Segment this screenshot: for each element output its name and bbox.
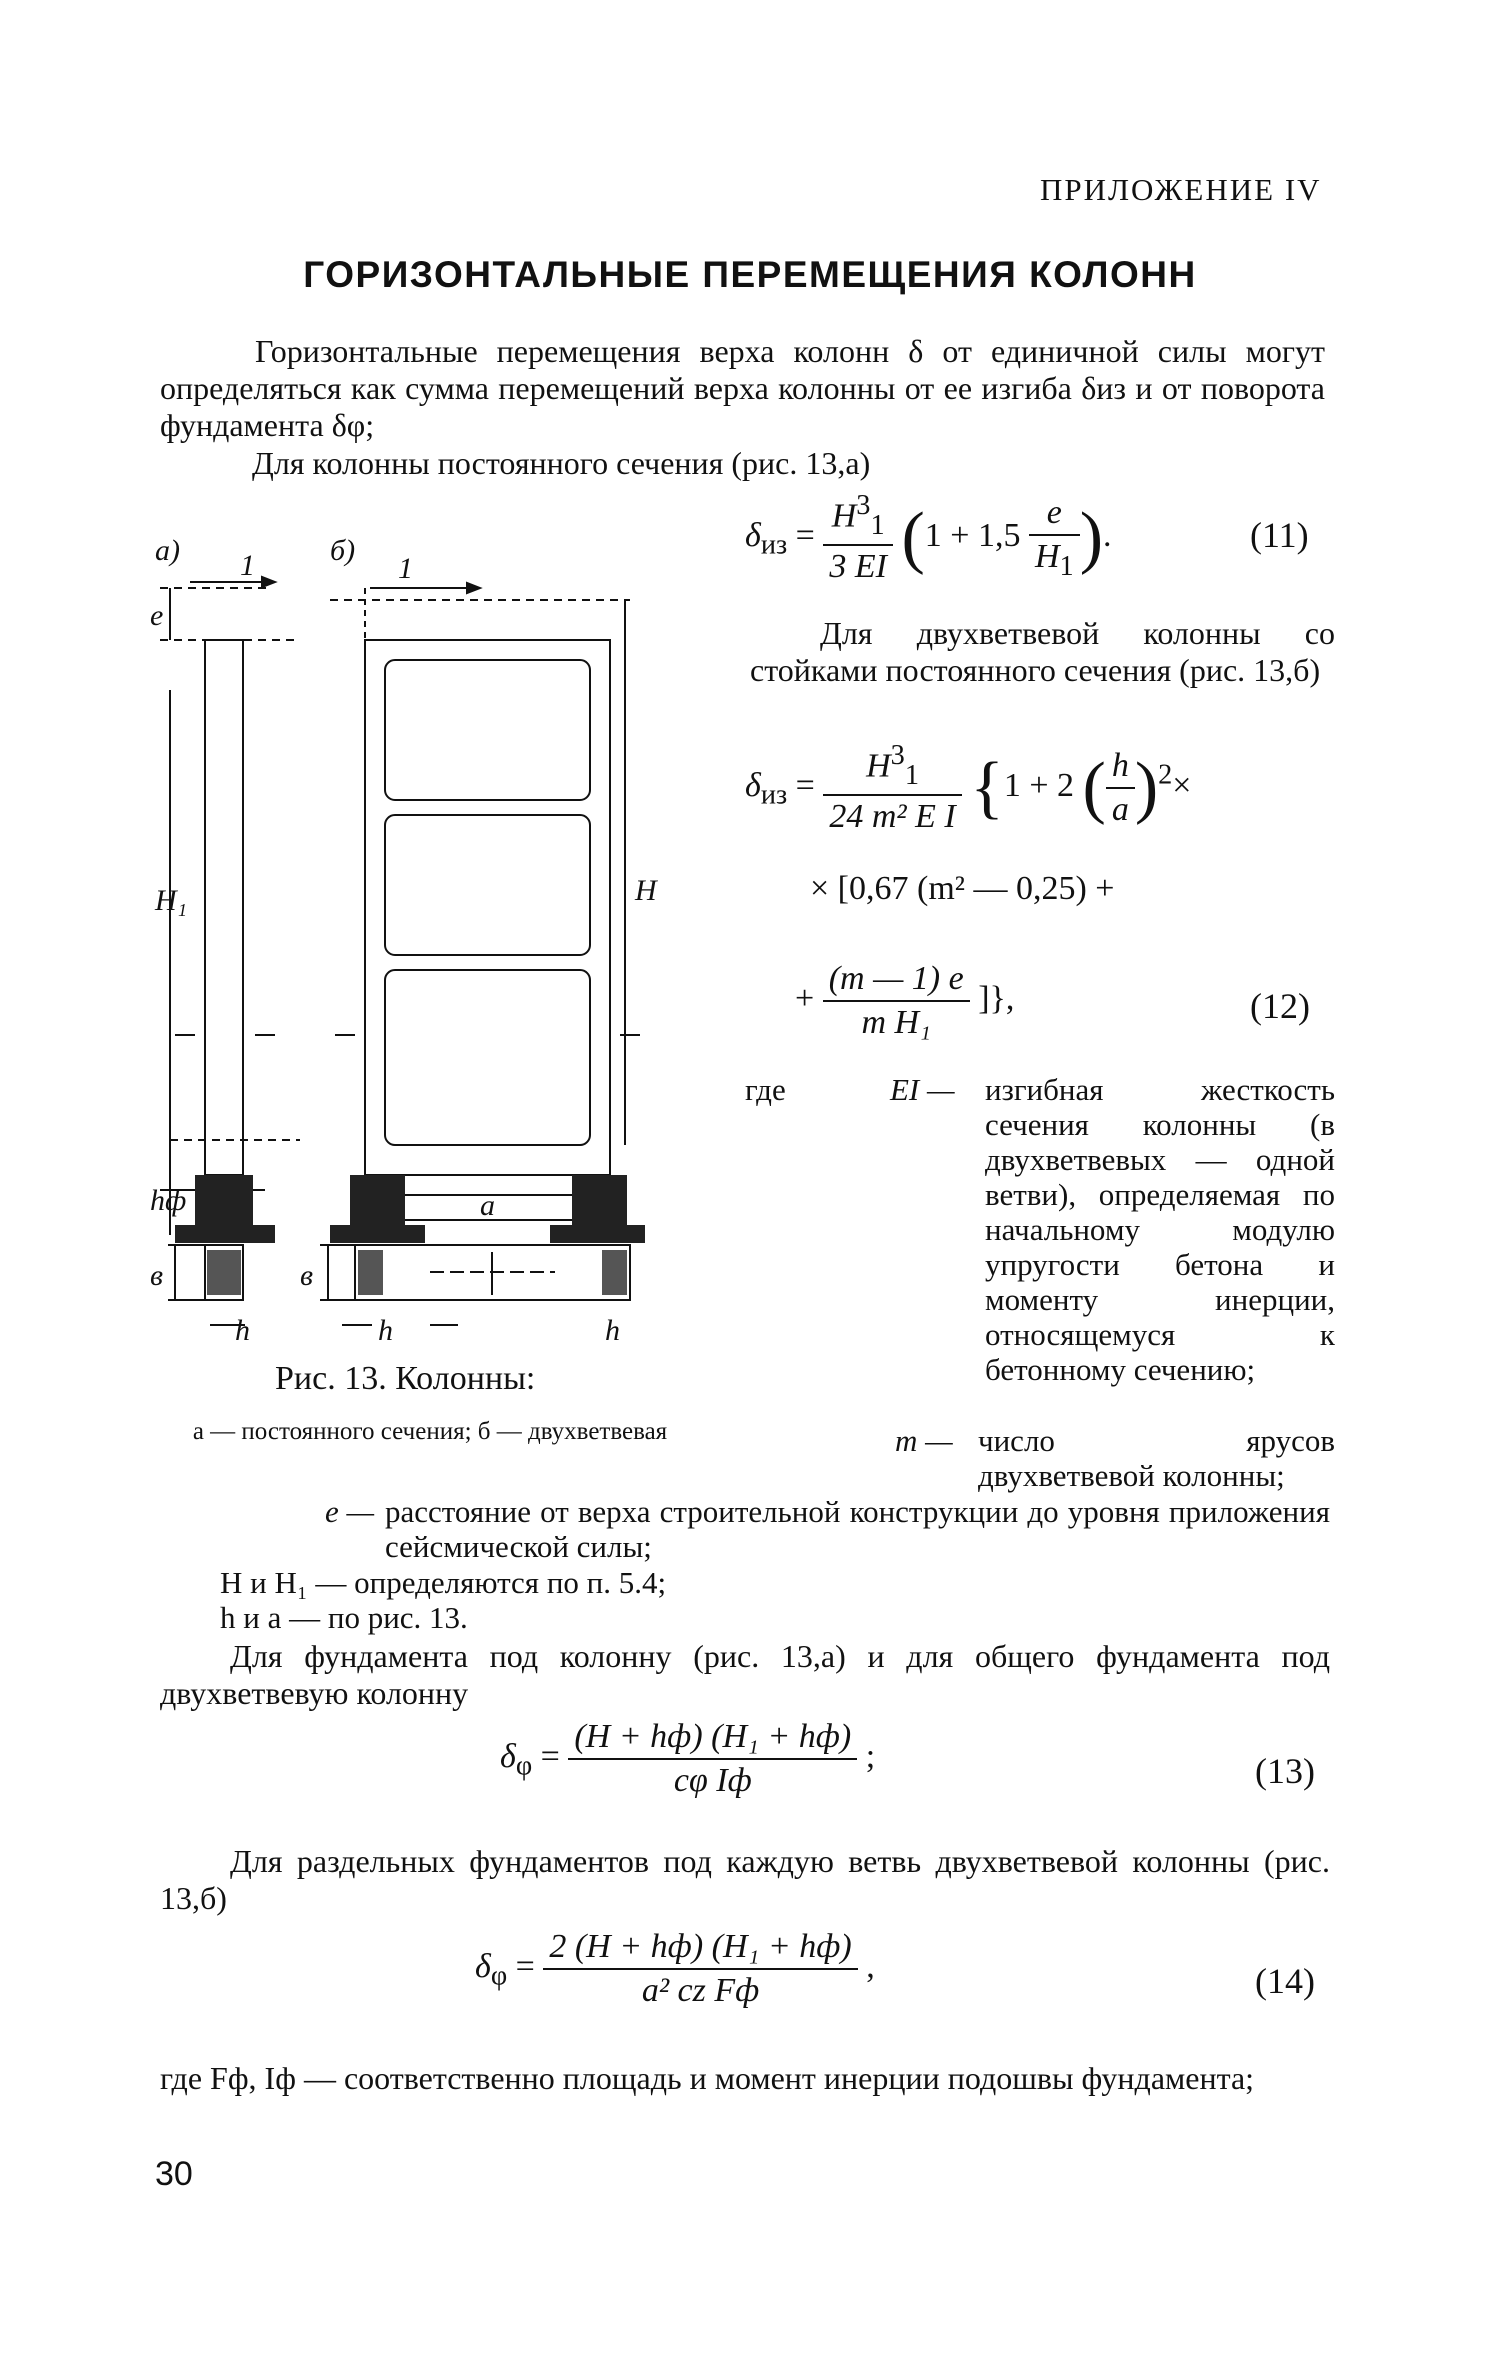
formula-13: $\delta_\varphi$ = $\frac{\text{(H + hф) (H₁ + hф)}}{\text{cφ Iф}}$ ;	[500, 1718, 876, 1799]
fig-h-b-right: h	[605, 1314, 620, 1347]
ha-definition: h и a — по рис. 13.	[220, 1600, 468, 1635]
m-definition: число ярусов двухветвевой колонны;	[978, 1423, 1335, 1493]
figure-legend: а — постоянного сечения; б — двухветвевая	[192, 1418, 668, 1445]
footing-a	[195, 1175, 253, 1225]
column-a-shaft	[205, 640, 243, 1175]
page-number: 30	[155, 2155, 193, 2193]
ei-definition: изгибная жесткость сечения колонны (в двухветвевых — одной ветви), определяемая по начальному модулю упругости бетона и моменту инерции, относящемуся к бетонному сечению;	[985, 1072, 1335, 1387]
foundation-common-text: Для фундамента под колонну (рис. 13,а) и для общего фундамента под двухветвевую колонну	[160, 1638, 1330, 1711]
e-definition: расстояние от верха строительной конструкции до уровня приложения сейсмической силы;	[385, 1494, 1330, 1564]
ei-symbol: EI —	[890, 1072, 955, 1107]
fig-e: e	[150, 599, 164, 632]
page-title: ГОРИЗОНТАЛЬНЫЕ ПЕРЕМЕЩЕНИЯ КОЛОНН	[303, 254, 1197, 295]
where-word: где	[745, 1072, 786, 1107]
footing-b-left	[350, 1175, 405, 1225]
fig-H: H	[635, 874, 657, 907]
fig-a: a	[480, 1189, 495, 1222]
fig-b-b: в	[300, 1259, 314, 1292]
column-b-frame	[365, 640, 610, 1175]
h-definition: H и H₁ — определяются по п. 5.4;	[220, 1565, 667, 1600]
fig-force-b: 1	[398, 552, 413, 585]
figure-caption: Рис. 13. Колонны:	[275, 1360, 536, 1397]
formula-13-number: (13)	[1255, 1751, 1315, 1791]
m-symbol: m —	[895, 1423, 953, 1458]
e-symbol: e —	[325, 1494, 375, 1529]
formula-12-line3: + $\frac{(m — 1) e}{\text{m H₁}}$ ]},	[795, 960, 1015, 1041]
fig-label-a: а)	[155, 534, 180, 567]
formula-12-number: (12)	[1250, 986, 1310, 1026]
formula-11-number: (11)	[1250, 515, 1309, 555]
foundation-separate-text: Для раздельных фундаментов под каждую ветвь двухветвевой колонны (рис. 13,б)	[160, 1843, 1330, 1916]
intro-paragraph: Горизонтальные перемещения верха колонн δ от единичной силы могут определяться как сумма перемещений верха колонны от ее изгиба δиз и от поворота фундамента δφ;	[160, 333, 1325, 443]
formula-12-line2: × [0,67 (m² — 0,25) +	[810, 870, 1115, 907]
fig-force-a: 1	[240, 549, 255, 582]
formula-14: $\delta_\varphi$ = $\frac{\text{2 (H + hф) (H₁ + hф)}}{\text{a² cz Fф}}$ ,	[475, 1928, 875, 2009]
fig-h-a: h	[235, 1314, 250, 1347]
constant-section-line: Для колонны постоянного сечения (рис. 13,а)	[252, 445, 871, 481]
two-branch-text: Для двухветвевой колонны со стойками постоянного сечения (рис. 13,б)	[750, 615, 1335, 688]
figure-13	[150, 500, 750, 1450]
formula-12-line1: $\delta_{из}$ = $\frac{H^3_1}{\text{24 m² E I}}$ {1 + 2 ( $\frac{h}{a}$ )$^2$×	[745, 740, 1192, 836]
formula-14-number: (14)	[1255, 1961, 1315, 2001]
fig-H1: H₁	[155, 884, 188, 917]
formula-11: $\delta_{из}$ = $\frac{H^3_1}{3 EI}$ (1 + 1,5 $\frac{e}{H_1}$ ).	[745, 490, 1112, 586]
appendix-label: ПРИЛОЖЕНИЕ IV	[1040, 172, 1322, 207]
fig-hf: hф	[150, 1184, 187, 1217]
final-definition: где Fф, Iф — соответственно площадь и момент инерции подошвы фундамента;	[160, 2060, 1255, 2096]
footing-b-right	[572, 1175, 627, 1225]
fig-b-a: в	[150, 1259, 164, 1292]
fig-label-b: б)	[330, 534, 356, 567]
fig-h-b-left: h	[378, 1314, 393, 1347]
